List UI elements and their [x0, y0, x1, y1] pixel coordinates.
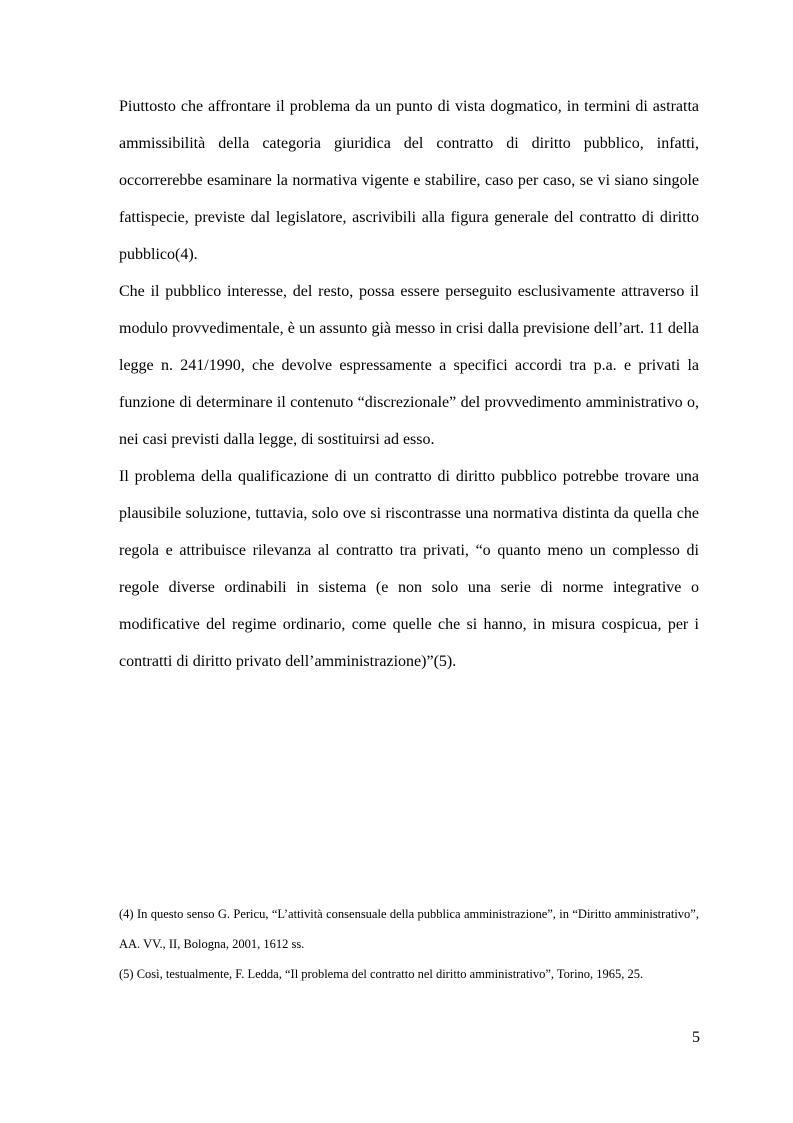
page-number: 5: [692, 1029, 700, 1046]
footnotes: [119, 899, 699, 989]
footnote-5: (5) Così, testualmente, F. Ledda, “Il problema del contratto nel diritto amministrativo”, Torino, 1965, 25.: [119, 967, 644, 981]
paragraph-3: Il problema della qualificazione di un contratto di diritto pubblico potrebbe trovare una plausibile soluzione, tuttavia, solo ove si riscontrasse una normativa distinta da quella che regola e attribuisce rilevanza al contratto tra privati, “o quanto meno un complesso di regole diverse ordinabili in sistema (e non solo una serie di norme integrative o modificative del regime ordinario, come quelle che si hanno, in misura cospicua, per i contratti di diritto privato dell’amministrazione)”(5).: [119, 468, 699, 670]
paragraph-2: Che il pubblico interesse, del resto, possa essere perseguito esclusivamente attraverso il modulo provvedimentale, è un assunto già messo in crisi dalla previsione dell’art. 11 della legge n. 241/1990, che devolve espressamente a specifici accordi tra p.a. e privati la funzione di determinare il contenuto “discrezionale” del provvedimento amministrativo o, nei casi previsti dalla legge, di sostituirsi ad esso.: [119, 283, 699, 448]
paragraph-1: Piuttosto che affrontare il problema da un punto di vista dogmatico, in termini di astratta ammissibilità della categoria giuridica del contratto di diritto pubblico, infatti, occorrerebbe esaminare la normativa vigente e stabilire, caso per caso, se vi siano singole fattispecie, previste dal legislatore, ascrivibili alla figura generale del contratto di diritto pubblico(4).: [119, 98, 699, 263]
body-text: [119, 88, 699, 680]
footnote-4: (4) In questo senso G. Pericu, “L’attività consensuale della pubblica amministrazione”, in “Diritto amministrativo”, AA. VV., II, Bologna, 2001, 1612 ss.: [119, 907, 699, 951]
